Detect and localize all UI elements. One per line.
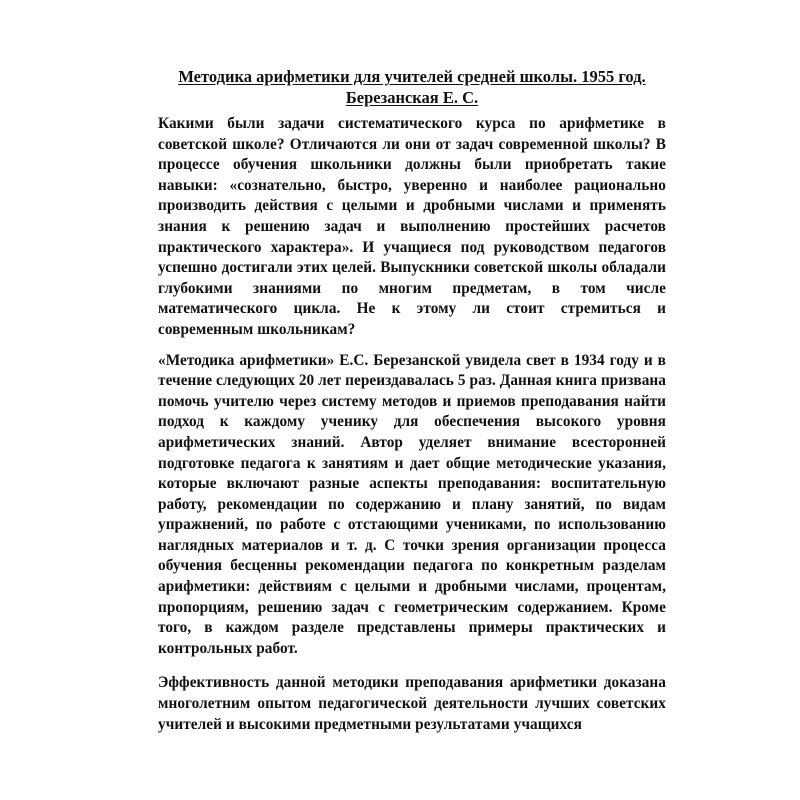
title-line-1: Методика арифметики для учителей средней школы. 1955 год.	[178, 67, 646, 86]
paragraph-1: Какими были задачи систематического курса по арифметике в советской школе? Отличаются ли они от задач современной школы? В процессе обучения школьники должны были приобретать такие навыки: «сознательно, быстро, уверенно и наиболее рационально производить действия с целыми и дробными числами и применять знания к решению задач и выполнению простейших расчетов практического характера». И учащиеся под руководством педагогов успешно достигали этих целей. Выпускники советской школы обладали глубокими знаниями по многим предметам, в том числе математического цикла. Не к этому ли стоит стремиться и современным школьникам?	[158, 115, 666, 338]
title-line-2: Березанская Е. С.	[345, 88, 479, 107]
document-title	[158, 66, 666, 108]
paragraph-2: «Методика арифметики» Е.С. Березанской увидела свет в 1934 году и в течение следующих 20 лет переиздавалась 5 раз. Данная книга призвана помочь учителю через систему методов и приемов преподавания найти подход к каждому ученику для обеспечения высокого уровня арифметических знаний. Автор уделяет внимание всесторонней подготовке педагога к занятиям и дает общие методические указания, которые включают разные аспекты преподавания: воспитательную работу, рекомендации по содержанию и плану занятий, по видам упражнений, по работе с отстающими учениками, по использованию наглядных материалов и т. д. С точки зрения организации процесса обучения бесценны рекомендации педагога по конкретным разделам арифметики: действиям с целыми и дробными числами, процентам, пропорциям, решению задач с геометрическим содержанием. Кроме того, в каждом разделе представлены примеры практических и контрольных работ.	[158, 351, 666, 657]
paragraph-3: Эффективность данной методики преподавания арифметики доказана многолетним опытом педагогической деятельности лучших советских учителей и высокими предметными результатами учащихся	[158, 674, 666, 733]
document-page	[158, 66, 666, 745]
